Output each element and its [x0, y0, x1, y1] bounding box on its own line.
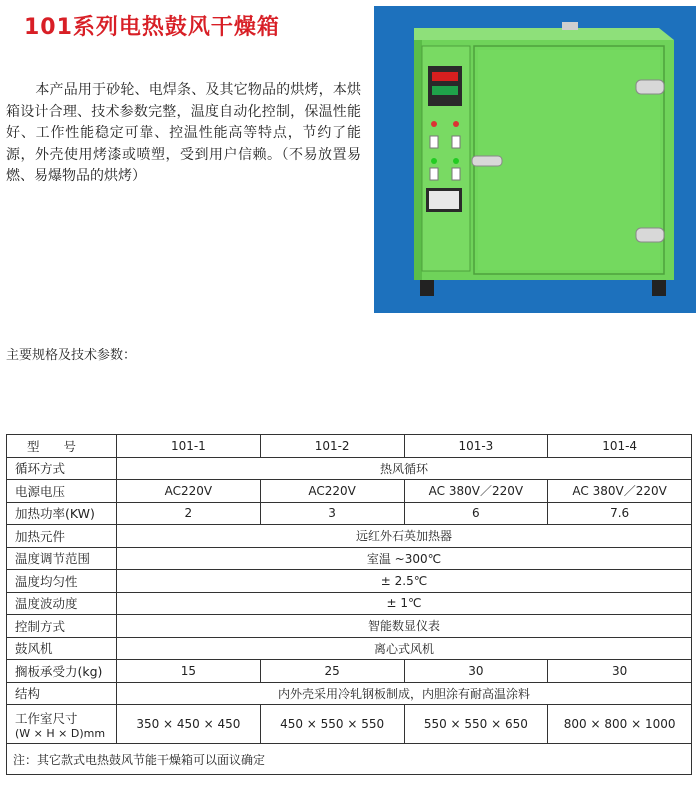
- row-label: 温度调节范围: [7, 547, 117, 570]
- model-cell: 101-4: [548, 435, 692, 458]
- row-value: 30: [404, 660, 548, 683]
- row-value: 350 × 450 × 450: [117, 705, 261, 744]
- table-note-row: [7, 744, 692, 775]
- row-value: 离心式风机: [117, 637, 692, 660]
- model-cell: 101-1: [117, 435, 261, 458]
- row-value: 30: [548, 660, 692, 683]
- intro-paragraph: 本产品用于砂轮、电焊条、及其它物品的烘烤，本烘箱设计合理、技术参数完整，温度自动化控制，保温性能好、工作性能稳定可靠、控温性能高等特点，节约了能源，外壳使用烤漆或喷塑，受到用户信赖。（不易放置易燃、易爆物品的烘烤）: [6, 82, 361, 184]
- table-row: [7, 547, 692, 570]
- table-row: [7, 615, 692, 638]
- row-label: 加热元件: [7, 525, 117, 548]
- product-description: [6, 80, 361, 188]
- table-row: [7, 705, 692, 744]
- table-row: [7, 592, 692, 615]
- row-value: 室温 ~300℃: [117, 547, 692, 570]
- row-value: 6: [404, 502, 548, 525]
- table-row: [7, 660, 692, 683]
- table-note: 注：其它款式电热鼓风节能干燥箱可以面议确定: [7, 744, 692, 775]
- table-row: [7, 682, 692, 705]
- row-value: 热风循环: [117, 457, 692, 480]
- row-label: 鼓风机: [7, 637, 117, 660]
- model-cell: 101-2: [260, 435, 404, 458]
- size-label-line1: 工作室尺寸: [15, 710, 78, 726]
- product-photo: [374, 6, 696, 313]
- spec-table: [6, 434, 692, 775]
- table-row: [7, 457, 692, 480]
- row-value: AC 380V／220V: [548, 480, 692, 503]
- table-row: [7, 637, 692, 660]
- size-label-line2: (W × H × D)mm: [15, 726, 106, 740]
- row-value: AC220V: [260, 480, 404, 503]
- row-value: 15: [117, 660, 261, 683]
- row-label: 搁板承受力(kg): [7, 660, 117, 683]
- size-label: [7, 705, 117, 744]
- drying-oven-illustration: [374, 6, 696, 313]
- row-value: ± 2.5℃: [117, 570, 692, 593]
- row-label: 控制方式: [7, 615, 117, 638]
- model-cell: 101-3: [404, 435, 548, 458]
- row-value: AC 380V／220V: [404, 480, 548, 503]
- row-label: 电源电压: [7, 480, 117, 503]
- row-value: 550 × 550 × 650: [404, 705, 548, 744]
- table-row: [7, 480, 692, 503]
- row-value: 3: [260, 502, 404, 525]
- table-row: [7, 502, 692, 525]
- model-header: 型 号: [7, 435, 117, 458]
- row-value: ± 1℃: [117, 592, 692, 615]
- row-label: 结构: [7, 682, 117, 705]
- row-label: 温度波动度: [7, 592, 117, 615]
- row-value: 450 × 550 × 550: [260, 705, 404, 744]
- table-row: [7, 570, 692, 593]
- row-label: 加热功率(KW): [7, 502, 117, 525]
- row-value: 800 × 800 × 1000: [548, 705, 692, 744]
- row-value: 远红外石英加热器: [117, 525, 692, 548]
- row-value: 7.6: [548, 502, 692, 525]
- row-label: 循环方式: [7, 457, 117, 480]
- page-title: 101系列电热鼓风干燥箱: [24, 15, 280, 40]
- spec-heading: 主要规格及技术参数：: [6, 348, 137, 363]
- row-value: 内外壳采用冷轧钢板制成，内胆涂有耐高温涂料: [117, 682, 692, 705]
- row-value: AC220V: [117, 480, 261, 503]
- row-label: 温度均匀性: [7, 570, 117, 593]
- table-header-row: [7, 435, 692, 458]
- table-row: [7, 525, 692, 548]
- row-value: 25: [260, 660, 404, 683]
- row-value: 2: [117, 502, 261, 525]
- row-value: 智能数显仪表: [117, 615, 692, 638]
